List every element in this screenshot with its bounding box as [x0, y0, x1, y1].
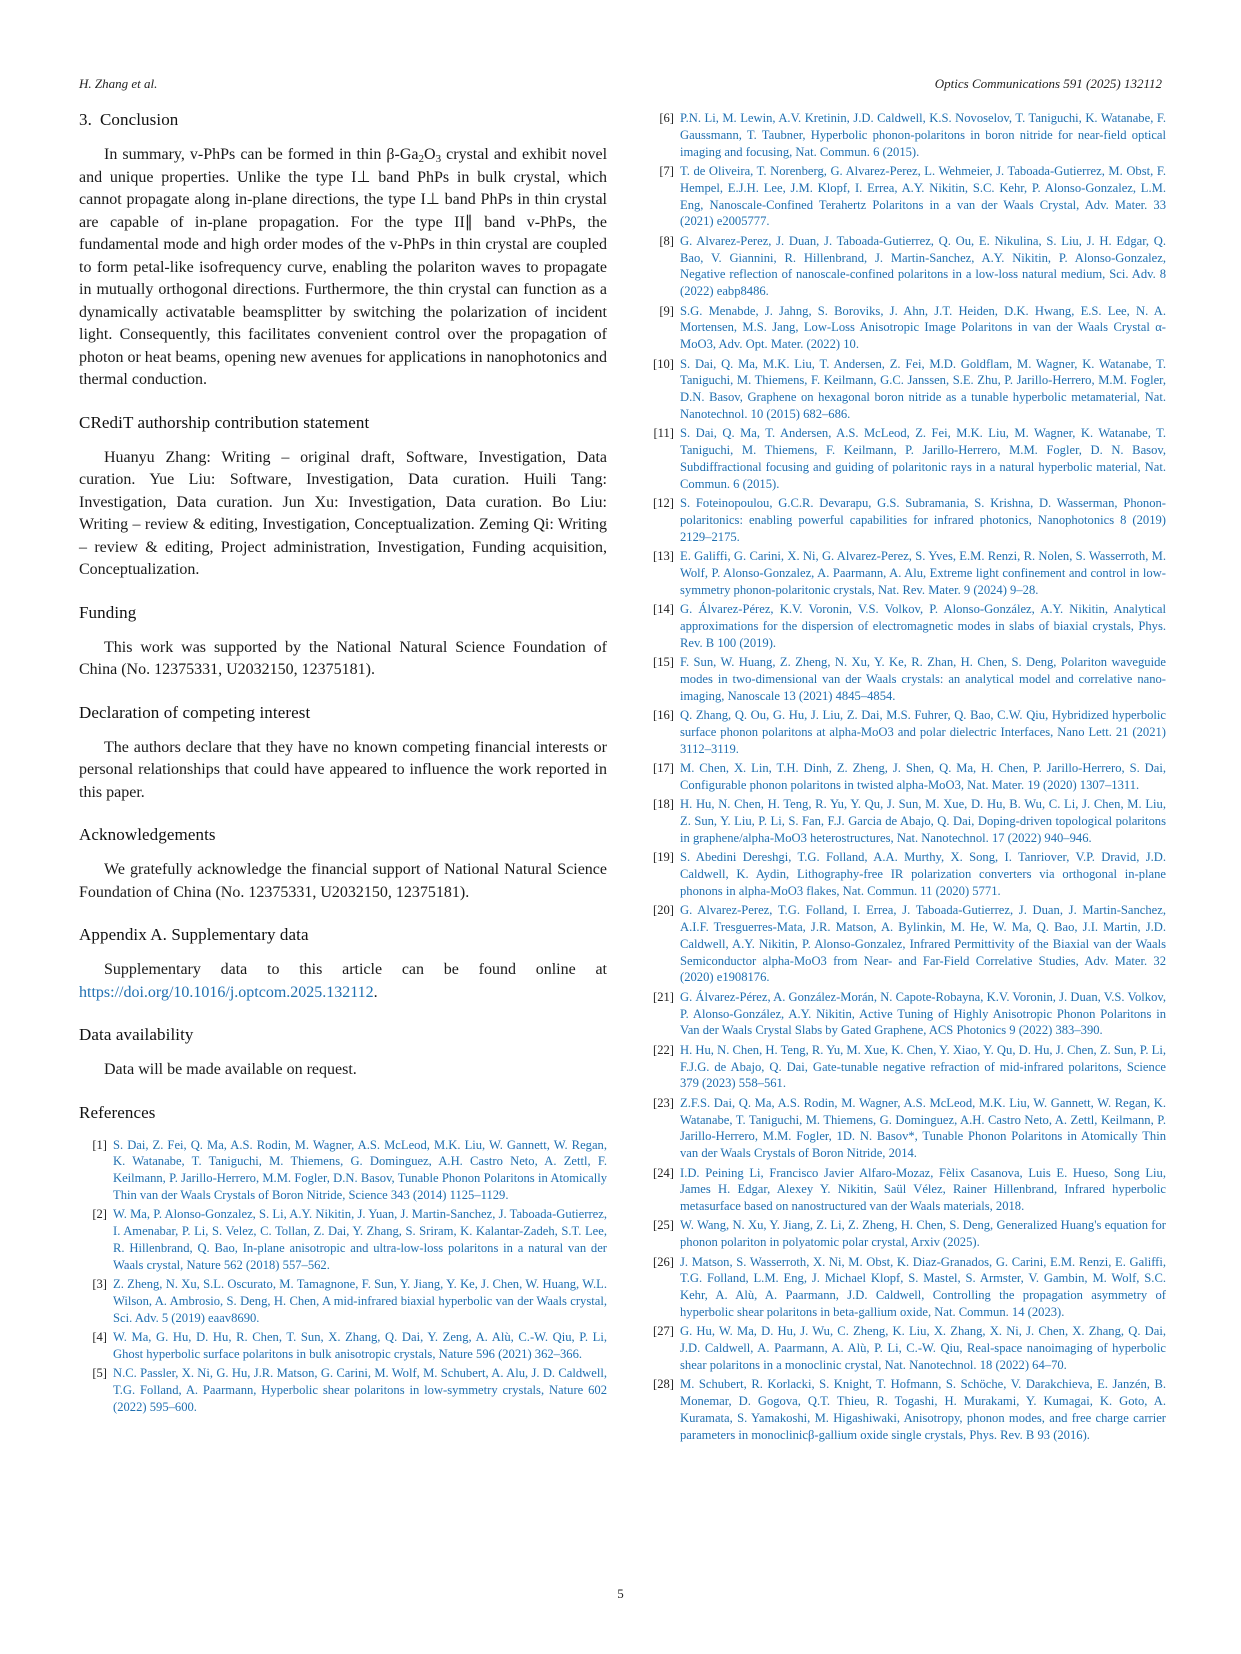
reference-link[interactable]: P.N. Li, M. Lewin, A.V. Kretinin, J.D. Caldwell, K.S. Novoselov, T. Taniguchi, K. Watanabe, F. Gaussmann, T. Taubner, Hyperbolic phonon-polaritons in boron nitride for near-field optical imaging and focusing, Nat. Commun. 6 (2015). [680, 111, 1166, 159]
running-head [79, 76, 1162, 96]
reference-number: [19] [653, 850, 674, 865]
text-run: . [373, 983, 378, 1001]
reference-item [646, 989, 1166, 1039]
reference-link[interactable]: W. Ma, G. Hu, D. Hu, R. Chen, T. Sun, X. Zhang, Q. Dai, Y. Zeng, A. Alù, C.-W. Qiu, P. Li, Ghost hyperbolic surface polaritons in bulk anisotropic crystals, Nature 596 (2021) 362–366. [113, 1330, 607, 1361]
section-heading-references: References [79, 1102, 156, 1122]
reference-number: [4] [92, 1330, 107, 1345]
section-heading-availability: Data availability [79, 1025, 194, 1044]
section-heading-credit: CRediT authorship contribution statement [79, 412, 370, 432]
reference-link[interactable]: S. Foteinopoulou, G.C.R. Devarapu, G.S. Subramania, S. Krishna, D. Wasserman, Phonon-polaritonics: enabling powerful capabilities for infrared photonics, Nanophotonics 8 (2019) 2129–2175. [680, 496, 1166, 544]
reference-item [79, 1365, 607, 1415]
section-heading-conclusion [79, 110, 607, 130]
reference-number: [22] [653, 1042, 674, 1057]
reference-item [646, 356, 1166, 423]
competing-paragraph: The authors declare that they have no known competing financial interests or personal relationships that could have appeared to influence the work reported in this paper. [79, 738, 607, 801]
reference-link[interactable]: W. Ma, P. Alonso-Gonzalez, S. Li, A.Y. Nikitin, J. Yuan, J. Martin-Sanchez, J. Taboada-Gutierrez, I. Amenabar, P. Li, S. Velez, C. Tollan, Z. Dai, Y. Zhang, S. Sriram, K. Kalantar-Zadeh, S.T. Lee, R. Hillenbrand, Q. Bao, In-plane anisotropic and ultra-low-loss polaritons in a natural van der Waals crystal, Nature 562 (2018) 557–562. [113, 1207, 607, 1272]
appendix-paragraph [79, 959, 607, 1004]
reference-number: [24] [653, 1165, 674, 1180]
reference-number: [14] [653, 602, 674, 617]
reference-item [646, 110, 1166, 160]
reference-item [646, 1095, 1166, 1162]
reference-item [646, 548, 1166, 598]
text-run: crystal and exhibit novel and unique properties. Unlike the type I⊥ band PhPs in bulk crystal, which cannot propagate along in-plane directions, the type I⊥ band PhPs in thin crystal are capable of in-plane propagation. For the type II∥ band v-PhPs, the fundamental mode and high order modes of the v-PhPs in thin crystal are coupled to form petal-like isofrequency curve, enabling the polariton waves to propagate in mutually orthogonal directions. Furthermore, the thin crystal can function as a dynamically activatable beamsplitter by switching the polarization of incident light. Consequently, this facilitates convenient control over the propagation of photon or heat beams, opening new avenues for applications in nanophotonics and thermal conduction. [79, 146, 608, 388]
reference-link[interactable]: J. Matson, S. Wasserroth, X. Ni, M. Obst, K. Diaz-Granados, G. Carini, E.M. Renzi, E. Galiffi, T.G. Folland, L.M. Eng, J. Michael Klopf, S. Mastel, S. Armster, V. Gambin, M. Wolf, S.C. Kehr, A. Alù, A. Paarmann, J.D. Caldwell, Controlling the propagation asymmetry of hyperbolic shear polaritons in beta-gallium oxide, Nat. Commun. 14 (2023). [680, 1254, 1166, 1320]
reference-link[interactable]: G. Álvarez-Pérez, A. González-Morán, N. Capote-Robayna, K.V. Voronin, J. Duan, V.S. Volkov, P. Alonso-González, A.Y. Nikitin, Active Tuning of Highly Anisotropic Phonon Polaritons in Van der Waals Crystal Slabs by Gated Graphene, ACS Photonics 9 (2022) 383–390. [680, 989, 1166, 1038]
reference-link[interactable]: M. Schubert, R. Korlacki, S. Knight, T. Hofmann, S. Schöche, V. Darakchieva, E. Janzén, B. Monemar, D. Gogova, Q.T. Thieu, R. Togashi, H. Murakami, Y. Kumagai, K. Goto, A. Kuramata, S. Yamakoshi, M. Higashiwaki, Anisotropy, phonon modes, and free charge carrier parameters in monoclinicβ-gallium oxide single crystals, Phys. Rev. B 93 (2016). [680, 1377, 1166, 1442]
availability-paragraph: Data will be made available on request. [104, 1061, 357, 1078]
reference-number: [16] [653, 708, 674, 723]
reference-item [646, 425, 1166, 492]
reference-link[interactable]: Q. Zhang, Q. Ou, G. Hu, J. Liu, Z. Dai, M.S. Fuhrer, Q. Bao, C.W. Qiu, Hybridized hyperbolic surface phonon polaritons at alpha-MoO3 and polar dielectric Interfaces, Nano Lett. 21 (2021) 3112–3119. [680, 708, 1166, 756]
reference-item [646, 601, 1166, 651]
reference-number: [15] [653, 655, 674, 670]
reference-number: [21] [653, 989, 674, 1004]
reference-link[interactable]: S.G. Menabde, J. Jahng, S. Boroviks, J. Ahn, J.T. Heiden, D.K. Hwang, E.S. Lee, N. A. Mortensen, M.S. Jang, Low-Loss Anisotropic Image Polaritons in van der Waals Crystal α-MoO3, Adv. Opt. Mater. (2022) 10. [680, 303, 1166, 352]
reference-number: [11] [653, 426, 674, 441]
reference-number: [10] [653, 356, 674, 371]
reference-number: [8] [659, 233, 674, 248]
reference-link[interactable]: I.D. Peining Li, Francisco Javier Alfaro-Mozaz, Fèlix Casanova, Luis E. Hueso, Song Liu, James H. Edgar, Alexey Y. Nikitin, Saül Vélez, Rainer Hillenbrand, Infrared hyperbolic metasurface based on nanostructured van der Waals materials, 2018. [680, 1165, 1166, 1214]
left-column [79, 110, 607, 1418]
reference-link[interactable]: H. Hu, N. Chen, H. Teng, R. Yu, M. Xue, K. Chen, Y. Xiao, Y. Qu, D. Hu, J. Chen, Z. Sun, P. Li, F.J.G. de Abajo, Q. Dai, Gate-tunable negative refraction of mid-infrared polaritons, Science 379 (2023) 558–561. [680, 1042, 1166, 1091]
header-journal: Optics Communications 591 (2025) 132112 [934, 76, 1162, 91]
credit-paragraph: Huanyu Zhang: Writing – original draft, Software, Investigation, Data curation. Yue Liu: Software, Investigation, Data curation. Huili Tang: Investigation, Data curation. Jun Xu: Investigation, Data curation. Bo Liu: Writing – review & editing, Investigation, Conceptualization. Zeming Qi: Writing – review & editing, Project administration, Investigation, Funding acquisition, Conceptualization. [79, 448, 607, 578]
section-heading-ack: Acknowledgements [79, 825, 216, 844]
page-number: 5 [617, 1586, 624, 1601]
reference-number: [27] [653, 1324, 674, 1339]
reference-item [646, 1376, 1166, 1443]
reference-link[interactable]: W. Wang, N. Xu, Y. Jiang, Z. Li, Z. Zheng, H. Chen, S. Deng, Generalized Huang's equation for phonon polariton in polyatomic polar crystal, Arxiv (2025). [680, 1218, 1166, 1250]
reference-link[interactable]: S. Dai, Q. Ma, T. Andersen, A.S. McLeod, Z. Fei, M.K. Liu, M. Wagner, K. Watanabe, T. Taniguchi, M. Thiemens, F. Keilmann, P. Jarillo-Herrero, M.M. Fogler, D. N. Basov, Subdiffractional focusing and guiding of polaritonic rays in a natural hyperbolic material, Nat. Commun. 6 (2015). [680, 426, 1166, 491]
subscript: 2 [418, 153, 425, 165]
reference-item [646, 796, 1166, 846]
reference-link[interactable]: Z.F.S. Dai, Q. Ma, A.S. Rodin, M. Wagner, A.S. McLeod, M.K. Liu, W. Gannett, W. Regan, K. Watanabe, T. Taniguchi, M. Thiemens, G. Dominguez, A.H. Castro Neto, A. Zettl, Keilmann, P. Jarillo-Herrero, M.M. Fogler, 1D. N. Basov*, Tunable Phonon Polaritons in Atomically Thin van der Waals Crystals of Boron Nitride, 2014. [680, 1095, 1166, 1161]
reference-item [646, 233, 1166, 300]
reference-number: [12] [653, 496, 674, 511]
reference-item [646, 760, 1166, 794]
reference-item [646, 1254, 1166, 1321]
reference-link[interactable]: G. Hu, W. Ma, D. Hu, J. Wu, C. Zheng, K. Liu, X. Zhang, X. Ni, J. Chen, X. Zhang, Q. Dai, J.D. Caldwell, A. Paarmann, A. Alù, P. Li, C.-W. Qiu, Real-space nanoimaging of hyperbolic shear polaritons in a monoclinic crystal, Nat. Nanotechnol. 18 (2022) 64–70. [680, 1324, 1166, 1373]
reference-link[interactable]: Z. Zheng, N. Xu, S.L. Oscurato, M. Tamagnone, F. Sun, Y. Jiang, Y. Ke, J. Chen, W. Huang, W.L. Wilson, A. Ambrosio, S. Deng, H. Chen, A mid-infrared biaxial hyperbolic van der Waals crystal, Sci. Adv. 5 (2019) eaav8690. [113, 1277, 607, 1325]
reference-link[interactable]: E. Galiffi, G. Carini, X. Ni, G. Alvarez-Perez, S. Yves, E.M. Renzi, R. Nolen, S. Wasserroth, M. Wolf, P. Alonso-Gonzalez, A. Paarmann, A. Alu, Extreme light confinement and control in low-symmetry phonon-polaritonic crystals, Nat. Rev. Mater. 9 (2024) 9–28. [680, 549, 1166, 597]
reference-number: [17] [653, 761, 674, 776]
reference-link[interactable]: H. Hu, N. Chen, H. Teng, R. Yu, Y. Qu, J. Sun, M. Xue, D. Hu, B. Wu, C. Li, J. Chen, M. Liu, Z. Sun, Y. Liu, P. Li, S. Fan, F.J. Garcia de Abajo, Q. Dai, Doping-driven topological polaritons in graphene/alpha-MoO3 heterostructures, Nat. Nanotechnol. 17 (2022) 940–946. [680, 797, 1166, 845]
text-run: In summary, v-PhPs can be formed in thin β-Ga [104, 146, 419, 163]
subscript: 3 [435, 153, 442, 165]
reference-number: [23] [653, 1095, 674, 1110]
reference-number: [7] [659, 163, 674, 178]
reference-link[interactable]: T. de Oliveira, T. Norenberg, G. Alvarez-Perez, L. Wehmeier, J. Taboada-Gutierrez, M. Obst, F. Hempel, E.J.H. Lee, J.M. Klopf, I. Errea, A.Y. Nikitin, S.C. Kehr, P. Alonso-Gonzalez, L.M. Eng, Nanoscale-Confined Terahertz Polaritons in a van der Waals Crystal, Adv. Mater. 33 (2021) e2005777. [680, 163, 1166, 229]
reference-item [79, 1329, 607, 1363]
section-heading-funding: Funding [79, 602, 137, 622]
reference-number: [6] [659, 111, 674, 125]
reference-link[interactable]: S. Abedini Dereshgi, T.G. Folland, A.A. Murthy, X. Song, I. Tanriover, V.P. Dravid, J.D. Caldwell, K. Aydin, Lithography-free IR polarization converters via orthogonal in-plane phonons in alpha-MoO3 flakes, Nat. Commun. 11 (2020) 5771. [680, 850, 1166, 898]
reference-link[interactable]: F. Sun, W. Huang, Z. Zheng, N. Xu, Y. Ke, R. Zhan, H. Chen, S. Deng, Polariton waveguide modes in two-dimensional van der Waals crystals: an analytical model and correlative nano-imaging, Nanoscale 13 (2021) 4845–4854. [680, 655, 1166, 703]
text-run: Supplementary data to this article can be found online at [104, 961, 607, 978]
conclusion-paragraph [79, 144, 607, 392]
section-heading-competing: Declaration of competing interest [79, 702, 311, 722]
reference-item [79, 1206, 607, 1273]
right-column [646, 110, 1166, 1446]
reference-number: [20] [653, 903, 674, 918]
section-heading-appendix: Appendix A. Supplementary data [79, 925, 309, 944]
supplementary-link[interactable]: https://doi.org/10.1016/j.optcom.2025.132112 [79, 983, 374, 1001]
reference-number: [1] [92, 1137, 107, 1152]
reference-link[interactable]: N.C. Passler, X. Ni, G. Hu, J.R. Matson, G. Carini, M. Wolf, M. Schubert, A. Alu, J. D. Caldwell, T.G. Folland, A. Paarmann, Hyperbolic shear polaritons in low-symmetry crystals, Nature 602 (2022) 595–600. [113, 1366, 607, 1414]
reference-list-right [646, 110, 1166, 1444]
reference-item [646, 707, 1166, 757]
reference-number: [3] [92, 1277, 107, 1292]
reference-number: [18] [653, 797, 674, 812]
reference-number: [5] [92, 1366, 107, 1381]
header-authors: H. Zhang et al. [79, 76, 158, 91]
reference-item [646, 1165, 1166, 1215]
reference-number: [26] [653, 1254, 674, 1269]
reference-item [646, 303, 1166, 353]
reference-link[interactable]: G. Alvarez-Perez, J. Duan, J. Taboada-Gutierrez, Q. Ou, E. Nikulina, S. Liu, J. H. Edgar, Q. Bao, V. Giannini, R. Hillenbrand, J. Martin-Sanchez, A.Y. Nikitin, P. Alonso-Gonzalez, Negative reflection of nanoscale-confined polaritons in a low-loss natural medium, Sci. Adv. 8 (2022) eabp8486. [680, 233, 1166, 299]
reference-list-left [79, 1137, 607, 1416]
funding-paragraph: This work was supported by the National Natural Science Foundation of China (No. 12375331, U2032150, 12375181). [79, 638, 607, 678]
reference-number: [2] [92, 1207, 107, 1222]
reference-link[interactable]: G. Álvarez-Pérez, K.V. Voronin, V.S. Volkov, P. Alonso-González, A.Y. Nikitin, Analytical approximations for the dispersion of electromagnetic modes in slabs of biaxial crystals, Phys. Rev. B 100 (2019). [680, 602, 1166, 650]
section-number: 3. [79, 110, 92, 129]
reference-item [646, 1323, 1166, 1373]
reference-item [646, 163, 1166, 230]
reference-number: [9] [659, 303, 674, 318]
reference-item [646, 849, 1166, 899]
reference-number: [28] [653, 1377, 674, 1392]
reference-item [646, 902, 1166, 986]
reference-item [646, 1042, 1166, 1092]
ack-paragraph: We gratefully acknowledge the financial support of National Natural Science Foundation of China (No. 12375331, U2032150, 12375181). [79, 861, 607, 901]
reference-item [646, 654, 1166, 704]
reference-number: [13] [653, 549, 674, 564]
reference-link[interactable]: S. Dai, Q. Ma, M.K. Liu, T. Andersen, Z. Fei, M.D. Goldflam, M. Wagner, K. Watanabe, T. Taniguchi, M. Thiemens, F. Keilmann, G.C. Janssen, S.E. Zhu, P. Jarillo-Herrero, M.M. Fogler, D.N. Basov, Graphene on hexagonal boron nitride as a tunable hyperbolic metamaterial, Nat. Nanotechnol. 10 (2015) 682–686. [680, 356, 1166, 421]
reference-item [79, 1137, 607, 1204]
reference-link[interactable]: S. Dai, Z. Fei, Q. Ma, A.S. Rodin, M. Wagner, A.S. McLeod, M.K. Liu, W. Gannett, W. Regan, K. Watanabe, T. Taniguchi, M. Thiemens, G. Dominguez, A.H. Castro Neto, A. Zettl, F. Keilmann, P. Jarillo-Herrero, M.M. Fogler, D.N. Basov, Tunable Phonon Polaritons in Atomically Thin van der Waals Crystals of Boron Nitride, Science 343 (2014) 1125–1129. [113, 1137, 607, 1202]
text-run: O [424, 146, 436, 163]
reference-item [79, 1276, 607, 1326]
reference-item [646, 495, 1166, 545]
reference-number: [25] [653, 1218, 674, 1233]
reference-link[interactable]: M. Chen, X. Lin, T.H. Dinh, Z. Zheng, J. Shen, Q. Ma, H. Chen, P. Jarillo-Herrero, S. Dai, Configurable phonon polaritons in twisted alpha-MoO3, Nat. Mater. 19 (2020) 1307–1311. [680, 761, 1166, 792]
section-title: Conclusion [99, 110, 179, 129]
reference-link[interactable]: G. Alvarez-Perez, T.G. Folland, I. Errea, J. Taboada-Gutierrez, J. Duan, J. Martin-Sanchez, A.I.F. Tresguerres-Mata, J.R. Matson, A. Bylinkin, M. He, W. Ma, Q. Bao, J.I. Martin, J.D. Caldwell, A.Y. Nikitin, P. Alonso-Gonzalez, Infrared Permittivity of the Biaxial van der Waals Semiconductor alpha-MoO3 from Near- and Far-Field Correlative Studies, Adv. Mater. 32 (2020) e1908176. [680, 903, 1166, 985]
reference-item [646, 1217, 1166, 1251]
